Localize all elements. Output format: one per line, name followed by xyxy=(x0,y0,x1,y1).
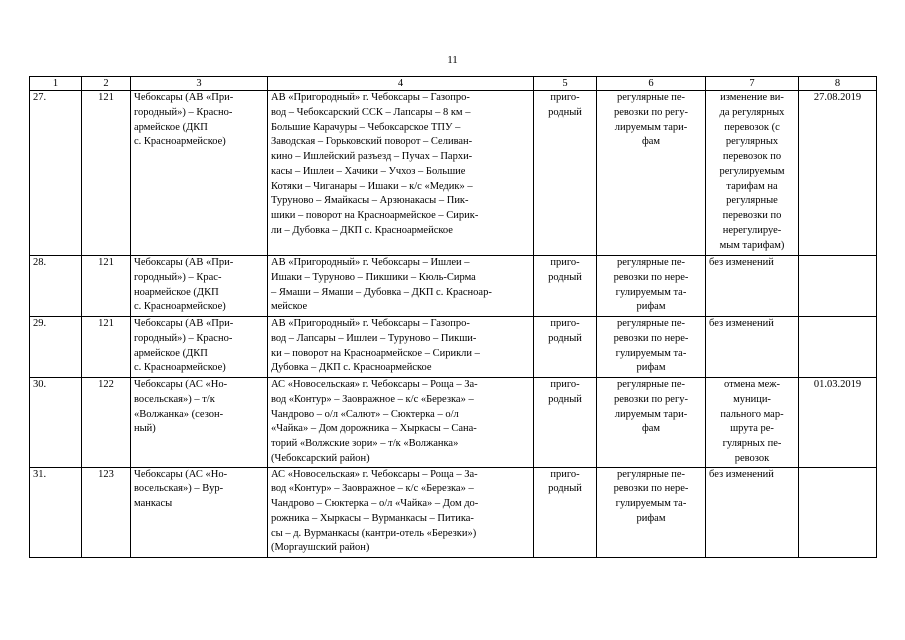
change-description: без изменений xyxy=(706,467,799,557)
route-name: Чебоксары (АВ «При- городный») – Красно- армейское (ДКП с. Красноармейское) xyxy=(131,91,268,256)
header-cell: 5 xyxy=(534,77,597,91)
change-date: 27.08.2019 xyxy=(799,91,877,256)
table-row xyxy=(30,317,877,378)
transport-mode: регулярные пе- ревозки по нере- гулируемым та- рифам xyxy=(597,317,706,378)
route-path: АВ «Пригородный» г. Чебоксары – Ишлеи – Ишаки – Туруново – Пикшики – Кюль-Сирма – Ямаши – Ямаши – Дубовка – ДКП с. Красноар- мейское xyxy=(268,256,534,317)
header-cell: 1 xyxy=(30,77,82,91)
route-name: Чебоксары (АВ «При- городный») – Крас- ноармейское (ДКП с. Красноармейское) xyxy=(131,256,268,317)
route-number: 121 xyxy=(82,317,131,378)
route-name: Чебоксары (АС «Но- восельская») – Вур- манкасы xyxy=(131,467,268,557)
route-number: 121 xyxy=(82,256,131,317)
route-type: приго- родный xyxy=(534,317,597,378)
header-cell: 8 xyxy=(799,77,877,91)
header-cell: 2 xyxy=(82,77,131,91)
transport-mode: регулярные пе- ревозки по регу- лируемым тари- фам xyxy=(597,378,706,468)
route-type: приго- родный xyxy=(534,91,597,256)
table-row xyxy=(30,256,877,317)
route-type: приго- родный xyxy=(534,467,597,557)
routes-table xyxy=(29,76,877,558)
change-description: отмена меж- муници- пального мар- шрута ре- гулярных пе- ревозок xyxy=(706,378,799,468)
route-name: Чебоксары (АС «Но- восельская») – т/к «Волжанка» (сезон- ный) xyxy=(131,378,268,468)
header-row xyxy=(30,77,877,91)
header-cell: 7 xyxy=(706,77,799,91)
change-description: без изменений xyxy=(706,317,799,378)
transport-mode: регулярные пе- ревозки по нере- гулируемым та- рифам xyxy=(597,256,706,317)
header-cell: 6 xyxy=(597,77,706,91)
route-number: 122 xyxy=(82,378,131,468)
change-description: без изменений xyxy=(706,256,799,317)
change-date xyxy=(799,256,877,317)
route-path: АВ «Пригородный» г. Чебоксары – Газопро- вод – Чебоксарский ССК – Лапсары – 8 км – Большие Карачуры – Чебоксарское ТПУ – Заводская – Горьковский поворот – Селиван- кино – Ишлейский разъезд – Пучах – Пархи- касы – Ишлеи – Хачики – Учхоз – Большие Котяки – Чиганары – Ишаки – к/с «Медик» – Туруново – Ямайкасы – Арзюнакасы – Пик- шики – поворот на Красноармейское – Сирик- ли – Дубовка – ДКП с. Красноармейское xyxy=(268,91,534,256)
route-number: 121 xyxy=(82,91,131,256)
row-number: 27. xyxy=(30,91,82,256)
route-path: АС «Новосельская» г. Чебоксары – Роща – За- вод «Контур» – Заовражное – к/с «Березка» – Чандрово – о/л «Салют» – Сюктерка – о/л «Чайка» – Дом дорожника – Хыркасы – Сана- торий «Волжские зори» – т/к «Волжанка» (Чебоксарский район) xyxy=(268,378,534,468)
route-name: Чебоксары (АВ «При- городный») – Красно- армейское (ДКП с. Красноармейское) xyxy=(131,317,268,378)
row-number: 31. xyxy=(30,467,82,557)
route-path: АС «Новосельская» г. Чебоксары – Роща – За- вод «Контур» – Заовражное – к/с «Березка» – Чандрово – Сюктерка – о/л «Чайка» – Дом до- рожника – Хыркасы – Вурманкасы – Питика- сы – д. Вурманкасы (кантри-отель «Березки») (Моргаушский район) xyxy=(268,467,534,557)
route-path: АВ «Пригородный» г. Чебоксары – Газопро- вод – Лапсары – Ишлеи – Туруново – Пикши- ки – поворот на Красноармейское – Сирикли – Дубовка – ДКП с. Красноармейское xyxy=(268,317,534,378)
change-description: изменение ви- да регулярных перевозок (с регулярных перевозок по регулируемым тарифам на регулярные перевозки по нерегулируе- мым тарифам) xyxy=(706,91,799,256)
route-number: 123 xyxy=(82,467,131,557)
table-row xyxy=(30,378,877,468)
change-date: 01.03.2019 xyxy=(799,378,877,468)
page-number: 11 xyxy=(447,54,458,66)
header-cell: 4 xyxy=(268,77,534,91)
table-row xyxy=(30,91,877,256)
change-date xyxy=(799,317,877,378)
header-cell: 3 xyxy=(131,77,268,91)
row-number: 29. xyxy=(30,317,82,378)
route-type: приго- родный xyxy=(534,378,597,468)
change-date xyxy=(799,467,877,557)
transport-mode: регулярные пе- ревозки по регу- лируемым тари- фам xyxy=(597,91,706,256)
row-number: 28. xyxy=(30,256,82,317)
table-row xyxy=(30,467,877,557)
row-number: 30. xyxy=(30,378,82,468)
route-type: приго- родный xyxy=(534,256,597,317)
transport-mode: регулярные пе- ревозки по нере- гулируемым та- рифам xyxy=(597,467,706,557)
